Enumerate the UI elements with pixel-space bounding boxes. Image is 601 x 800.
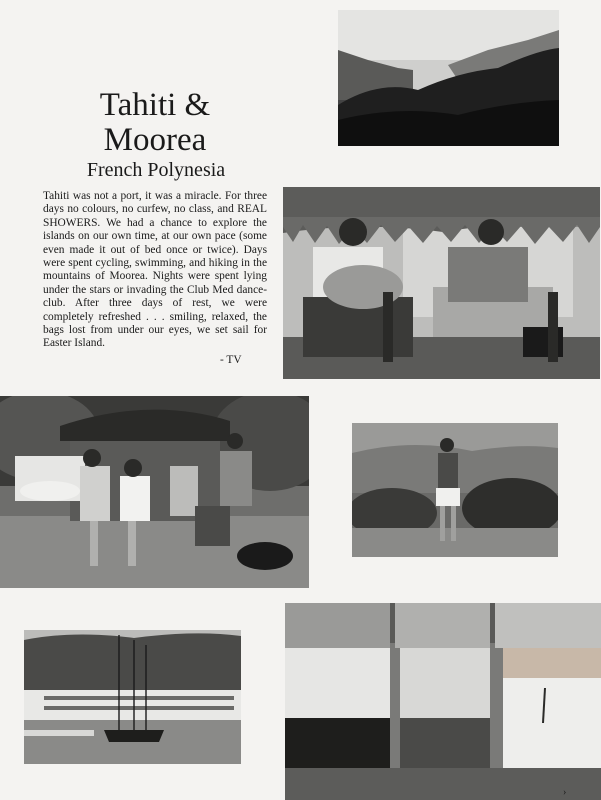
author-signature: - TV: [220, 354, 242, 366]
photo-three-people-shirts: [285, 603, 601, 800]
photo-bay-landscape: [338, 10, 559, 146]
article-body: Tahiti was not a port, it was a miracle. For three days no colours, no curfew, no class, and REAL SHOWERS. We had a chance to explore the islands on our own time, at our own pace (some even made it out of bed once or twice). Days were spent cycling, swimming, and hiking in the mountains of Moorea. Nights were spent lying under the stars or invading the Club Med dance-club. After three days of rest, we were completely refreshed . . . smiling, relaxed, the bags lost from under our eyes, we set sail for Easter Island.: [43, 190, 267, 350]
page-title: [60, 88, 250, 158]
title-line-1: Tahiti &: [99, 87, 211, 123]
photo-group-at-jeep: [0, 396, 309, 588]
photo-men-in-deckchairs: [283, 187, 600, 379]
title-line-2: Moorea: [103, 122, 207, 158]
page-corner-mark: ›: [563, 787, 567, 798]
photo-tall-ship-harbour: [24, 630, 241, 764]
page-subtitle: French Polynesia: [86, 159, 226, 181]
photo-hiker-with-camera: [352, 423, 558, 557]
